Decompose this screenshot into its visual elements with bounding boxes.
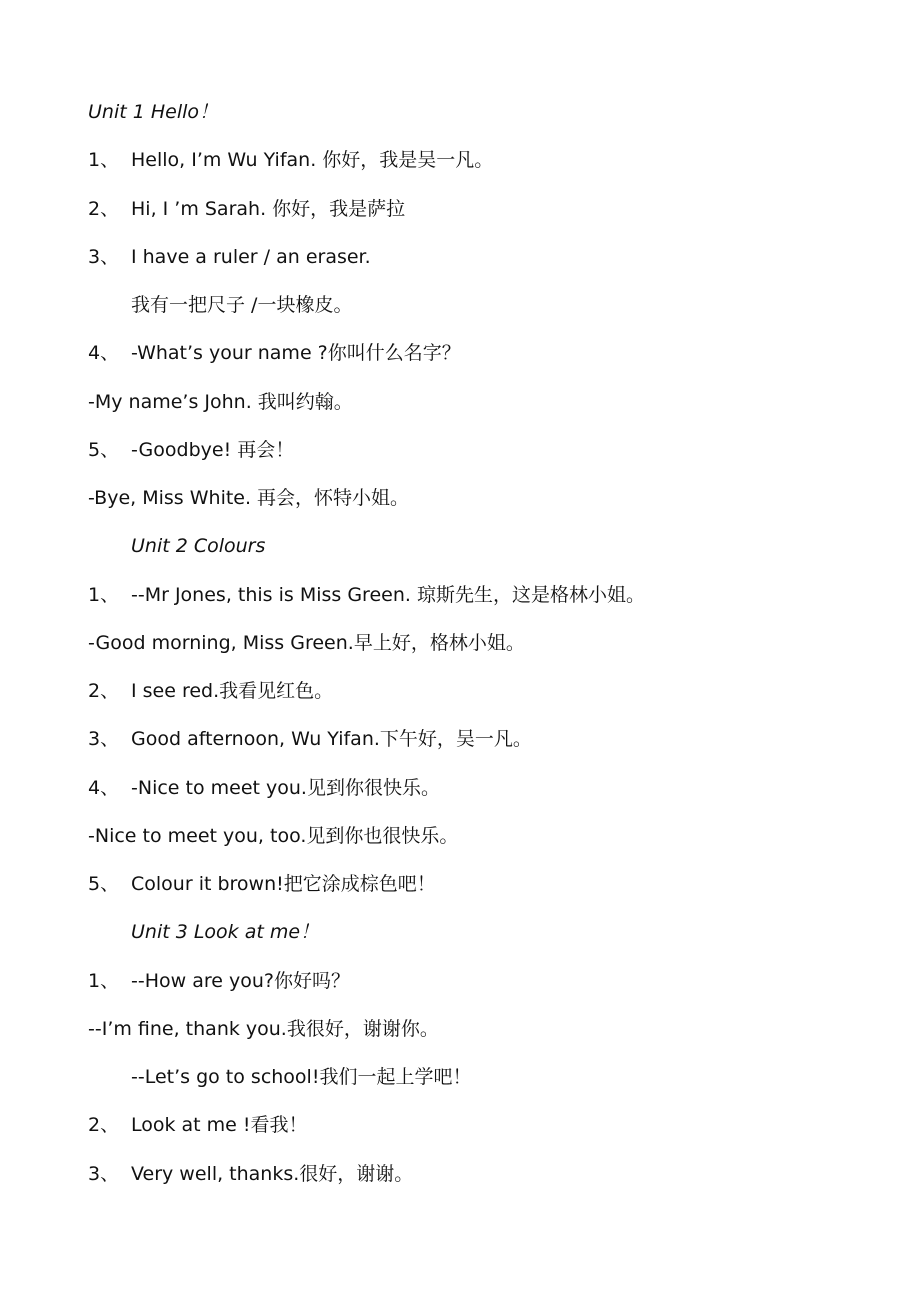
item-number: 5、 bbox=[88, 873, 120, 895]
unit-2-heading bbox=[131, 534, 265, 558]
heading-text: Unit 3 Look at me！ bbox=[131, 921, 320, 943]
line-text: -Nice to meet you, too.见到你也很快乐。 bbox=[88, 825, 459, 847]
item-number: 1、 bbox=[88, 970, 120, 992]
item-number: 4、 bbox=[88, 777, 120, 799]
plain-line bbox=[88, 486, 409, 510]
heading-text: Unit 1 Hello！ bbox=[88, 101, 219, 123]
item-number: 5、 bbox=[88, 439, 120, 461]
item-text: Colour it brown!把它涂成棕色吧！ bbox=[131, 873, 436, 895]
plain-line bbox=[88, 631, 525, 655]
item-text: -What’s your name ?你叫什么名字？ bbox=[131, 342, 461, 364]
item-text: Good afternoon, Wu Yifan.下午好，吴一凡。 bbox=[131, 728, 532, 750]
line-text: -Bye, Miss White. 再会，怀特小姐。 bbox=[88, 487, 410, 509]
item-number: 3、 bbox=[88, 246, 120, 268]
line-text: -Good morning, Miss Green.早上好，格林小姐。 bbox=[88, 632, 525, 654]
item-text: Hi, I ’m Sarah. 你好，我是萨拉 bbox=[131, 198, 406, 220]
item-number: 2、 bbox=[88, 1114, 120, 1136]
item-text: Hello, I’m Wu Yifan. 你好，我是吴一凡。 bbox=[131, 149, 494, 171]
item-text: Look at me !看我！ bbox=[131, 1114, 308, 1136]
line-text: -My name’s John. 我叫约翰。 bbox=[88, 391, 353, 413]
plain-line bbox=[88, 1017, 439, 1041]
item-number: 1、 bbox=[88, 584, 120, 606]
item-text: -Goodbye! 再会！ bbox=[131, 439, 295, 461]
item-text: -Nice to meet you.见到你很快乐。 bbox=[131, 777, 440, 799]
heading-text: Unit 2 Colours bbox=[131, 535, 266, 557]
item-number: 3、 bbox=[88, 728, 120, 750]
indented-line bbox=[131, 1065, 471, 1089]
indented-line bbox=[131, 293, 352, 317]
line-text: --I’m fine, thank you.我很好，谢谢你。 bbox=[88, 1018, 439, 1040]
item-text: I see red.我看见红色。 bbox=[131, 680, 334, 702]
unit-3-heading bbox=[131, 920, 319, 944]
plain-line bbox=[88, 390, 353, 414]
item-number: 2、 bbox=[88, 198, 120, 220]
line-text: --Let’s go to school!我们一起上学吧！ bbox=[131, 1066, 472, 1088]
plain-line bbox=[88, 824, 458, 848]
item-number: 4、 bbox=[88, 342, 120, 364]
item-number: 1、 bbox=[88, 149, 120, 171]
item-number: 2、 bbox=[88, 680, 120, 702]
line-text: 我有一把尺子 /一块橡皮。 bbox=[131, 294, 353, 316]
item-text: I have a ruler / an eraser. bbox=[131, 246, 371, 268]
item-text: --How are you?你好吗？ bbox=[131, 970, 350, 992]
item-text: Very well, thanks.很好，谢谢。 bbox=[131, 1163, 414, 1185]
item-text: --Mr Jones, this is Miss Green. 琼斯先生，这是格林小姐。 bbox=[131, 584, 645, 606]
unit-1-heading bbox=[88, 100, 218, 124]
item-number: 3、 bbox=[88, 1163, 120, 1185]
